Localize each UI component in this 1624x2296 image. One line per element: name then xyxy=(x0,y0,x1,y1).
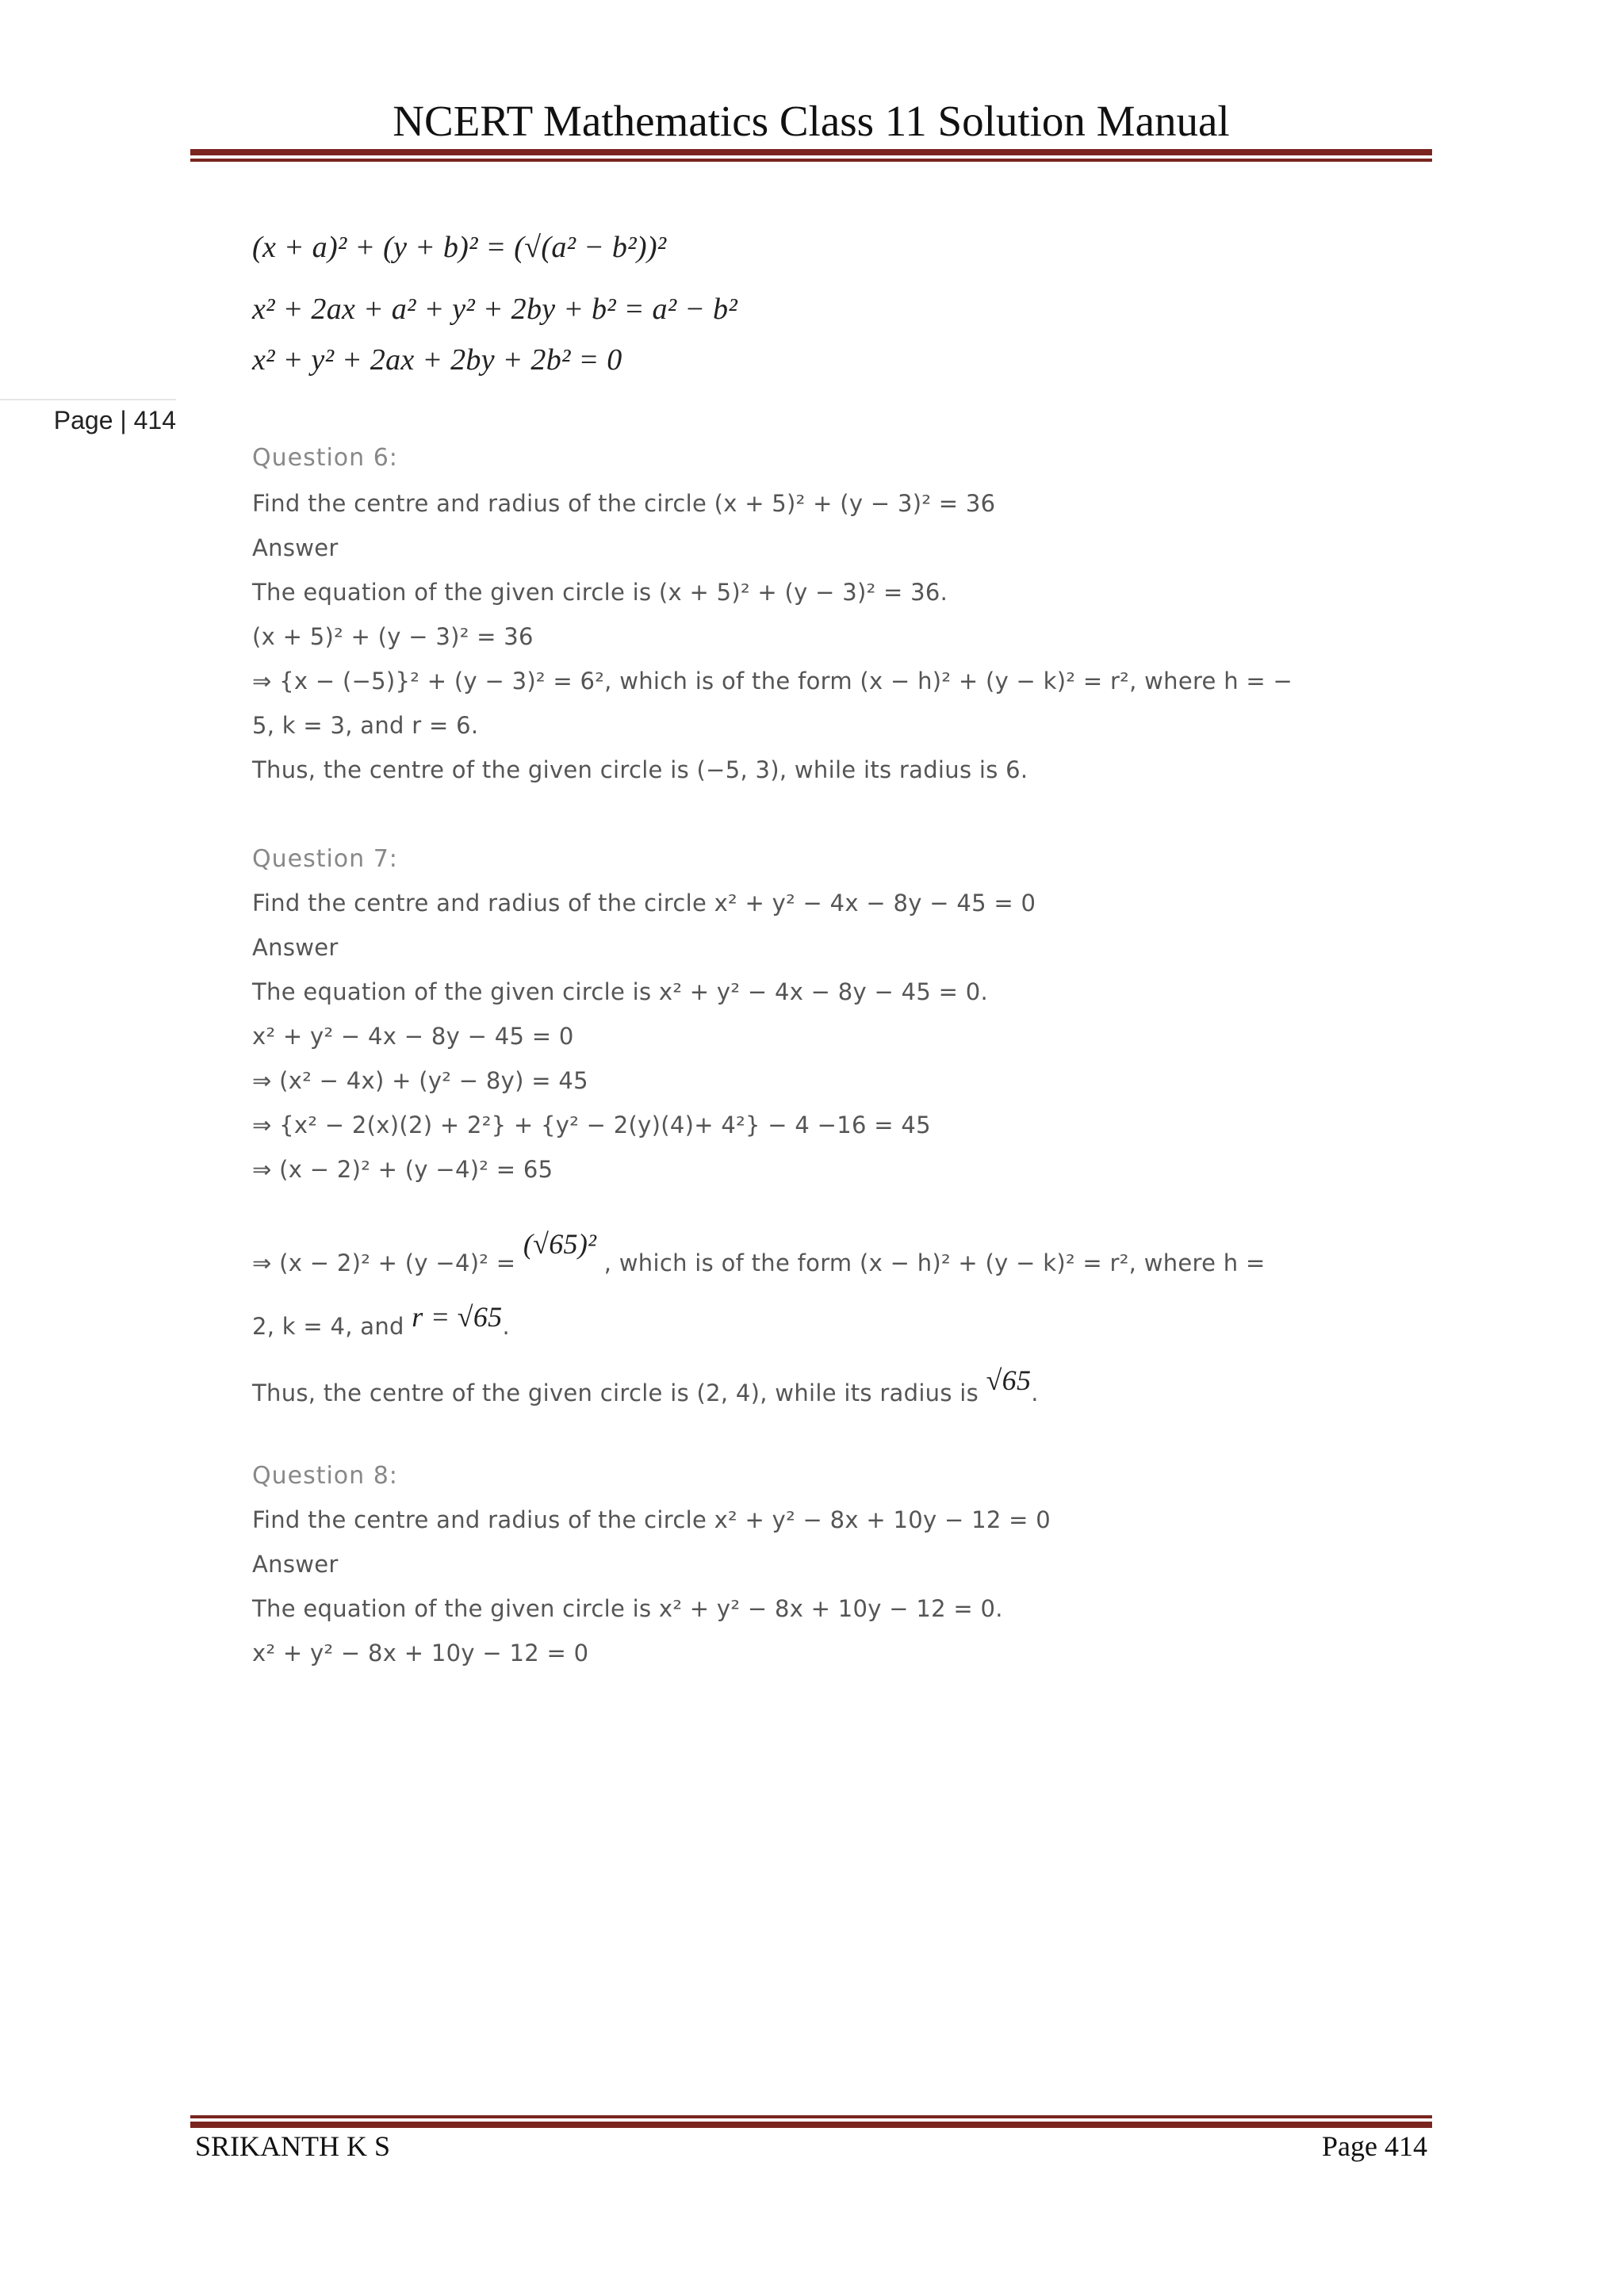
header-rule xyxy=(190,149,1432,162)
question-8-heading: Question 8: xyxy=(252,1462,398,1490)
footer-page-number: Page 414 xyxy=(1322,2130,1427,2162)
question-6-line: 5, k = 3, and r = 6. xyxy=(252,712,479,739)
question-7-form-suffix: , which is of the form (x − h)² + (y − k)² = r², where h = xyxy=(603,1249,1266,1276)
page-title: NCERT Mathematics Class 11 Solution Manual xyxy=(393,97,1230,145)
question-7-answer-label: Answer xyxy=(252,934,339,961)
question-6-heading: Question 6: xyxy=(252,444,398,472)
question-7-k-prefix: 2, k = 4, and xyxy=(252,1313,404,1340)
footer-rule xyxy=(190,2115,1432,2128)
question-6-text: Find the centre and radius of the circle (x + 5)² + (y − 3)² = 36 xyxy=(252,490,996,517)
question-8-answer-label: Answer xyxy=(252,1551,339,1578)
derivation-line-3: x² + y² + 2ax + 2by + 2b² = 0 xyxy=(252,343,622,377)
question-7-line: ⇒ {x² − 2(x)(2) + 2²} + {y² − 2(y)(4)+ 4²} − 4 −16 = 45 xyxy=(252,1112,931,1138)
question-7-form-prefix: ⇒ (x − 2)² + (y −4)² = xyxy=(252,1249,516,1276)
question-7-radius-math: √65 xyxy=(986,1364,1032,1396)
question-7-conclusion-text: Thus, the centre of the given circle is (2, 4), while its radius is xyxy=(252,1380,979,1406)
question-6-line: ⇒ {x − (−5)}² + (y − 3)² = 6², which is of the form (x − h)² + (y − k)² = r², where h = − xyxy=(252,668,1293,695)
question-7-k-line xyxy=(252,1301,510,1341)
question-7-heading: Question 7: xyxy=(252,845,398,873)
question-8-line: x² + y² − 8x + 10y − 12 = 0 xyxy=(252,1640,589,1667)
question-7-conclusion xyxy=(252,1364,1039,1408)
question-6-answer-label: Answer xyxy=(252,534,339,561)
question-7-text: Find the centre and radius of the circle x² + y² − 4x − 8y − 45 = 0 xyxy=(252,890,1036,916)
margin-divider xyxy=(0,399,176,400)
question-7-line: x² + y² − 4x − 8y − 45 = 0 xyxy=(252,1023,574,1050)
question-8-text: Find the centre and radius of the circle x² + y² − 8x + 10y − 12 = 0 xyxy=(252,1506,1051,1533)
question-7-k-suffix: . xyxy=(502,1313,510,1340)
question-6-line: The equation of the given circle is (x + 5)² + (y − 3)² = 36. xyxy=(252,579,948,606)
question-7-line: The equation of the given circle is x² + y² − 4x − 8y − 45 = 0. xyxy=(252,978,989,1005)
question-6-line: (x + 5)² + (y − 3)² = 36 xyxy=(252,623,534,650)
question-7-line: ⇒ (x² − 4x) + (y² − 8y) = 45 xyxy=(252,1067,588,1094)
question-7-r-math: r = √65 xyxy=(412,1301,503,1333)
question-6-conclusion: Thus, the centre of the given circle is (−5, 3), while its radius is 6. xyxy=(252,756,1028,783)
margin-page-label: Page | 414 xyxy=(53,406,176,434)
derivation-line-2: x² + 2ax + a² + y² + 2by + b² = a² − b² xyxy=(252,293,738,326)
question-8-line: The equation of the given circle is x² + y² − 8x + 10y − 12 = 0. xyxy=(252,1595,1003,1622)
question-7-line: ⇒ (x − 2)² + (y −4)² = 65 xyxy=(252,1156,553,1183)
question-7-form-math: (√65)² xyxy=(523,1228,597,1260)
derivation-line-1: (x + a)² + (y + b)² = (√(a² − b²))² xyxy=(252,231,667,264)
footer-author: SRIKANTH K S xyxy=(195,2130,391,2162)
question-7-conclusion-end: . xyxy=(1031,1380,1039,1406)
question-7-form-line xyxy=(252,1228,1266,1278)
